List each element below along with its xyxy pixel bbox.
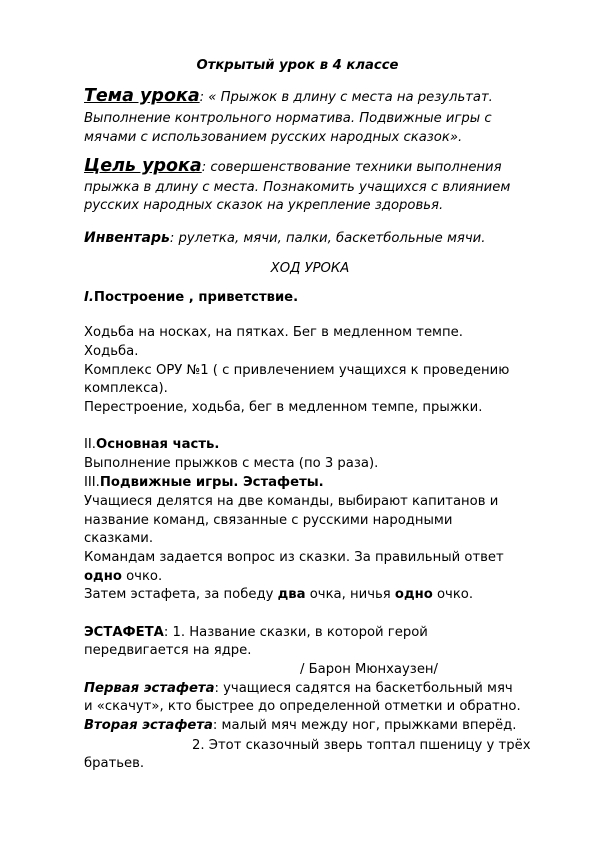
section-3-line: сказками. <box>84 531 154 546</box>
section-2-line: Выполнение прыжков с места (по 3 раза). <box>84 456 379 471</box>
points-text-c: очко. <box>432 587 474 602</box>
section-1-heading <box>84 290 298 306</box>
section-3-points-line <box>84 569 162 585</box>
section-2-numeral: II. <box>84 437 96 452</box>
relay-label: ЭСТАФЕТА <box>84 625 164 640</box>
section-1-title: Построение , приветствие. <box>93 290 299 305</box>
two-points-word: два <box>277 587 306 602</box>
relay-line-1 <box>84 625 428 641</box>
topic-line-3: мячами с использованием русских народных сказок». <box>84 130 463 145</box>
one-point-word-2: одно <box>394 587 433 602</box>
inventory-label: Инвентарь <box>84 230 170 246</box>
points-text-a: Затем эстафета, за победу <box>84 587 278 602</box>
section-1-line: Перестроение, ходьба, бег в медленном темпе, прыжки. <box>84 400 483 415</box>
topic-line-2: Выполнение контрольного норматива. Подвижные игры с <box>84 111 492 126</box>
inventory-line <box>84 230 485 247</box>
section-2-heading <box>84 437 219 453</box>
one-point-word: одно <box>84 569 122 584</box>
section-3-line: Командам задается вопрос из сказки. За правильный ответ <box>84 550 504 565</box>
first-relay-line-2: и «скачут», кто быстрее до определенной отметки и обратно. <box>84 699 521 714</box>
lesson-heading: ХОД УРОКА <box>270 261 350 276</box>
first-relay-text: : учащиеся садятся на баскетбольный мяч <box>214 681 513 696</box>
relay-question-2-cont: братьев. <box>84 756 145 771</box>
relay-question-2: 2. Этот сказочный зверь топтал пшеницу у трёх <box>192 738 531 753</box>
relay-line-2: передвигается на ядре. <box>84 643 252 658</box>
section-2-title: Основная часть. <box>95 437 220 452</box>
relay-answer-1: / Барон Мюнхаузен/ <box>300 662 438 677</box>
section-3-numeral: III. <box>84 475 100 490</box>
topic-label: Тема урока <box>84 86 200 106</box>
goal-label: Цель урока <box>84 156 202 176</box>
section-1-line: Ходьба. <box>84 344 139 359</box>
goal-text-1: : совершенствование техники выполнения <box>201 160 502 175</box>
section-1-numeral: I. <box>84 290 94 305</box>
goal-line-2: прыжка в длину с места. Познакомить учащихся с влиянием <box>84 180 511 195</box>
one-point-rest: очко. <box>121 569 163 584</box>
first-relay-line-1 <box>84 681 513 697</box>
second-relay-label: Вторая эстафета <box>84 718 213 733</box>
section-3-heading <box>84 475 324 491</box>
section-1-line: комплекса). <box>84 381 168 396</box>
inventory-text: : рулетка, мячи, палки, баскетбольные мячи. <box>169 231 486 246</box>
relay-question-1: : 1. Название сказки, в которой герой <box>163 625 428 640</box>
topic-line-1 <box>84 88 493 106</box>
first-relay-label: Первая эстафета <box>84 681 215 696</box>
topic-text-1: : « Прыжок в длину с места на результат. <box>199 90 493 105</box>
second-relay-text: : малый мяч между ног, прыжками вперёд. <box>212 718 517 733</box>
section-3-line: Учащиеся делятся на две команды, выбирают капитанов и <box>84 494 499 509</box>
section-1-line: Ходьба на носках, на пятках. Бег в медленном темпе. <box>84 325 463 340</box>
goal-line-3: русских народных сказок на укрепление здоровья. <box>84 198 444 213</box>
section-3-line: название команд, связанные с русскими народными <box>84 513 453 528</box>
second-relay-line <box>84 718 516 734</box>
points-text-b: очка, ничья <box>305 587 395 602</box>
section-3-relay-points-line <box>84 587 473 603</box>
section-1-line: Комплекс ОРУ №1 ( с привлечением учащихся к проведению <box>84 363 510 378</box>
document-title: Открытый урок в 4 классе <box>196 58 399 73</box>
goal-line-1 <box>84 158 502 176</box>
section-3-title: Подвижные игры. Эстафеты. <box>99 475 324 490</box>
